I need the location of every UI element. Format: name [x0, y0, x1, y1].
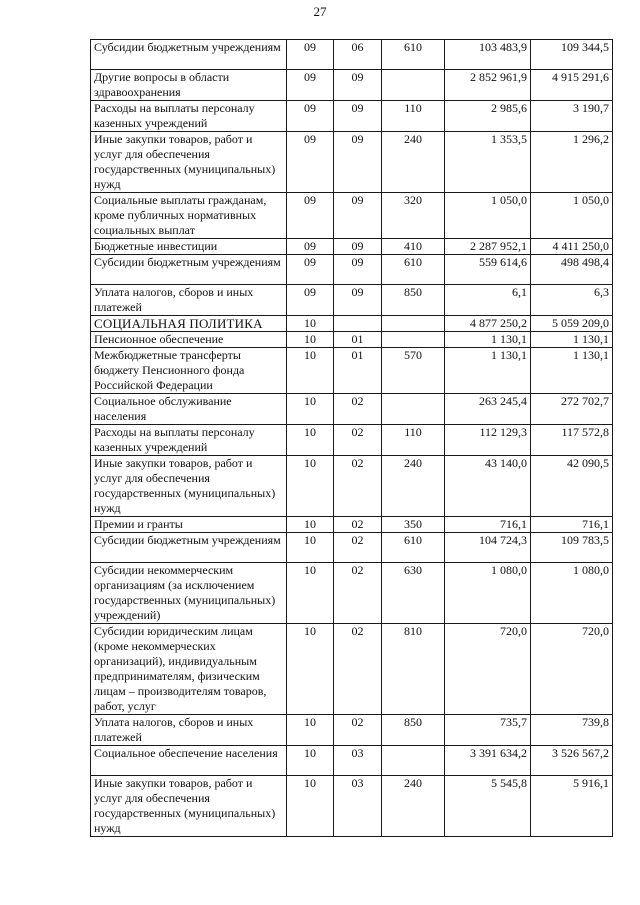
cell-section-code: 10: [287, 746, 334, 776]
cell-expense-type-code: 610: [382, 40, 445, 70]
cell-amount-2: 716,1: [531, 517, 613, 533]
cell-amount-1: 1 080,0: [445, 563, 531, 624]
cell-section-code: 09: [287, 101, 334, 132]
cell-subsection-code: 09: [334, 239, 382, 255]
cell-amount-2: 739,8: [531, 715, 613, 746]
cell-name: Межбюджетные трансферты бюджету Пенсионного фонда Российской Федерации: [91, 348, 287, 394]
cell-subsection-code: 02: [334, 624, 382, 715]
cell-subsection-code: 06: [334, 40, 382, 70]
cell-section-code: 10: [287, 425, 334, 456]
cell-expense-type-code: 850: [382, 285, 445, 316]
cell-amount-1: 3 391 634,2: [445, 746, 531, 776]
cell-expense-type-code: [382, 316, 445, 332]
cell-section-code: 10: [287, 517, 334, 533]
table-row: [91, 255, 613, 285]
cell-amount-2: 109 344,5: [531, 40, 613, 70]
cell-amount-2: 5 059 209,0: [531, 316, 613, 332]
cell-subsection-code: 02: [334, 456, 382, 517]
cell-subsection-code: 09: [334, 101, 382, 132]
cell-name: Премии и гранты: [91, 517, 287, 533]
table-row: [91, 348, 613, 394]
cell-expense-type-code: 320: [382, 193, 445, 239]
cell-amount-1: 263 245,4: [445, 394, 531, 425]
cell-section-code: 10: [287, 715, 334, 746]
cell-amount-2: 4 411 250,0: [531, 239, 613, 255]
table-row: [91, 316, 613, 332]
cell-subsection-code: 09: [334, 193, 382, 239]
cell-expense-type-code: 110: [382, 425, 445, 456]
budget-table-body: [91, 40, 613, 837]
table-row: [91, 332, 613, 348]
cell-name: Субсидии бюджетным учреждениям: [91, 40, 287, 70]
table-row: [91, 624, 613, 715]
cell-amount-1: 5 545,8: [445, 776, 531, 837]
cell-amount-1: 103 483,9: [445, 40, 531, 70]
cell-amount-2: 1 296,2: [531, 132, 613, 193]
cell-section-code: 09: [287, 132, 334, 193]
cell-section-code: 09: [287, 193, 334, 239]
cell-expense-type-code: 410: [382, 239, 445, 255]
table-row: [91, 425, 613, 456]
cell-expense-type-code: 850: [382, 715, 445, 746]
cell-name: СОЦИАЛЬНАЯ ПОЛИТИКА: [91, 316, 287, 332]
cell-subsection-code: 02: [334, 425, 382, 456]
cell-name: Пенсионное обеспечение: [91, 332, 287, 348]
table-row: [91, 285, 613, 316]
cell-amount-2: 1 130,1: [531, 332, 613, 348]
cell-subsection-code: 01: [334, 348, 382, 394]
cell-amount-2: 117 572,8: [531, 425, 613, 456]
budget-table: [90, 39, 613, 837]
cell-amount-1: 43 140,0: [445, 456, 531, 517]
cell-amount-1: 112 129,3: [445, 425, 531, 456]
cell-amount-1: 1 050,0: [445, 193, 531, 239]
cell-subsection-code: 02: [334, 394, 382, 425]
cell-name: Иные закупки товаров, работ и услуг для обеспечения государственных (муниципальных) нужд: [91, 132, 287, 193]
cell-amount-1: 104 724,3: [445, 533, 531, 563]
cell-amount-1: 2 985,6: [445, 101, 531, 132]
cell-amount-1: 720,0: [445, 624, 531, 715]
cell-section-code: 09: [287, 239, 334, 255]
cell-section-code: 10: [287, 456, 334, 517]
cell-subsection-code: 01: [334, 332, 382, 348]
cell-subsection-code: 02: [334, 533, 382, 563]
cell-subsection-code: 02: [334, 715, 382, 746]
cell-section-code: 10: [287, 563, 334, 624]
table-row: [91, 394, 613, 425]
cell-expense-type-code: 350: [382, 517, 445, 533]
cell-amount-2: 720,0: [531, 624, 613, 715]
cell-name: Социальные выплаты гражданам, кроме публичных нормативных социальных выплат: [91, 193, 287, 239]
cell-section-code: 09: [287, 285, 334, 316]
cell-expense-type-code: 110: [382, 101, 445, 132]
table-row: [91, 533, 613, 563]
cell-expense-type-code: 610: [382, 255, 445, 285]
cell-name: Другие вопросы в области здравоохранения: [91, 70, 287, 101]
table-row: [91, 456, 613, 517]
cell-name: Расходы на выплаты персоналу казенных учреждений: [91, 425, 287, 456]
cell-expense-type-code: 610: [382, 533, 445, 563]
page-number: 27: [313, 4, 327, 19]
cell-name: Социальное обеспечение населения: [91, 746, 287, 776]
table-row: [91, 776, 613, 837]
cell-section-code: 10: [287, 533, 334, 563]
cell-section-code: 10: [287, 776, 334, 837]
cell-subsection-code: [334, 316, 382, 332]
cell-subsection-code: 09: [334, 255, 382, 285]
cell-name: Расходы на выплаты персоналу казенных учреждений: [91, 101, 287, 132]
cell-subsection-code: 09: [334, 70, 382, 101]
cell-name: Иные закупки товаров, работ и услуг для обеспечения государственных (муниципальных) нужд: [91, 456, 287, 517]
cell-amount-2: 498 498,4: [531, 255, 613, 285]
cell-amount-1: 1 130,1: [445, 332, 531, 348]
cell-section-code: 09: [287, 255, 334, 285]
cell-expense-type-code: [382, 394, 445, 425]
cell-name: Субсидии некоммерческим организациям (за исключением государственных (муниципальных) учреждений): [91, 563, 287, 624]
cell-expense-type-code: 630: [382, 563, 445, 624]
cell-name: Социальное обслуживание населения: [91, 394, 287, 425]
table-row: [91, 239, 613, 255]
table-row: [91, 715, 613, 746]
cell-amount-2: 109 783,5: [531, 533, 613, 563]
cell-section-code: 09: [287, 70, 334, 101]
table-row: [91, 132, 613, 193]
cell-name: Субсидии юридическим лицам (кроме некоммерческих организаций), индивидуальным предпринимателям, физическим лицам – производителям товаров, работ, услуг: [91, 624, 287, 715]
cell-name: Уплата налогов, сборов и иных платежей: [91, 715, 287, 746]
cell-name: Иные закупки товаров, работ и услуг для обеспечения государственных (муниципальных) нужд: [91, 776, 287, 837]
cell-amount-2: 6,3: [531, 285, 613, 316]
cell-name: Уплата налогов, сборов и иных платежей: [91, 285, 287, 316]
cell-amount-1: 1 130,1: [445, 348, 531, 394]
cell-amount-2: 3 526 567,2: [531, 746, 613, 776]
table-row: [91, 40, 613, 70]
cell-name: Субсидии бюджетным учреждениям: [91, 533, 287, 563]
table-row: [91, 563, 613, 624]
cell-amount-1: 559 614,6: [445, 255, 531, 285]
cell-amount-2: 272 702,7: [531, 394, 613, 425]
cell-subsection-code: 03: [334, 746, 382, 776]
cell-amount-1: 2 852 961,9: [445, 70, 531, 101]
cell-subsection-code: 09: [334, 285, 382, 316]
cell-expense-type-code: 570: [382, 348, 445, 394]
cell-section-code: 10: [287, 348, 334, 394]
cell-subsection-code: 03: [334, 776, 382, 837]
cell-amount-2: 42 090,5: [531, 456, 613, 517]
cell-name: Бюджетные инвестиции: [91, 239, 287, 255]
table-row: [91, 70, 613, 101]
table-row: [91, 746, 613, 776]
cell-expense-type-code: [382, 332, 445, 348]
cell-expense-type-code: 240: [382, 456, 445, 517]
cell-amount-1: 735,7: [445, 715, 531, 746]
cell-expense-type-code: 240: [382, 132, 445, 193]
cell-name: Субсидии бюджетным учреждениям: [91, 255, 287, 285]
cell-amount-2: 4 915 291,6: [531, 70, 613, 101]
cell-amount-1: 716,1: [445, 517, 531, 533]
cell-amount-2: 3 190,7: [531, 101, 613, 132]
cell-expense-type-code: [382, 70, 445, 101]
cell-section-code: 10: [287, 332, 334, 348]
cell-section-code: 10: [287, 624, 334, 715]
table-row: [91, 193, 613, 239]
cell-amount-2: 1 050,0: [531, 193, 613, 239]
cell-section-code: 10: [287, 394, 334, 425]
cell-section-code: 09: [287, 40, 334, 70]
cell-expense-type-code: [382, 746, 445, 776]
cell-amount-1: 4 877 250,2: [445, 316, 531, 332]
cell-subsection-code: 02: [334, 563, 382, 624]
table-row: [91, 517, 613, 533]
cell-expense-type-code: 810: [382, 624, 445, 715]
cell-expense-type-code: 240: [382, 776, 445, 837]
cell-subsection-code: 09: [334, 132, 382, 193]
cell-amount-2: 1 080,0: [531, 563, 613, 624]
cell-subsection-code: 02: [334, 517, 382, 533]
cell-amount-1: 1 353,5: [445, 132, 531, 193]
cell-section-code: 10: [287, 316, 334, 332]
cell-amount-2: 5 916,1: [531, 776, 613, 837]
cell-amount-1: 6,1: [445, 285, 531, 316]
cell-amount-1: 2 287 952,1: [445, 239, 531, 255]
cell-amount-2: 1 130,1: [531, 348, 613, 394]
table-row: [91, 101, 613, 132]
